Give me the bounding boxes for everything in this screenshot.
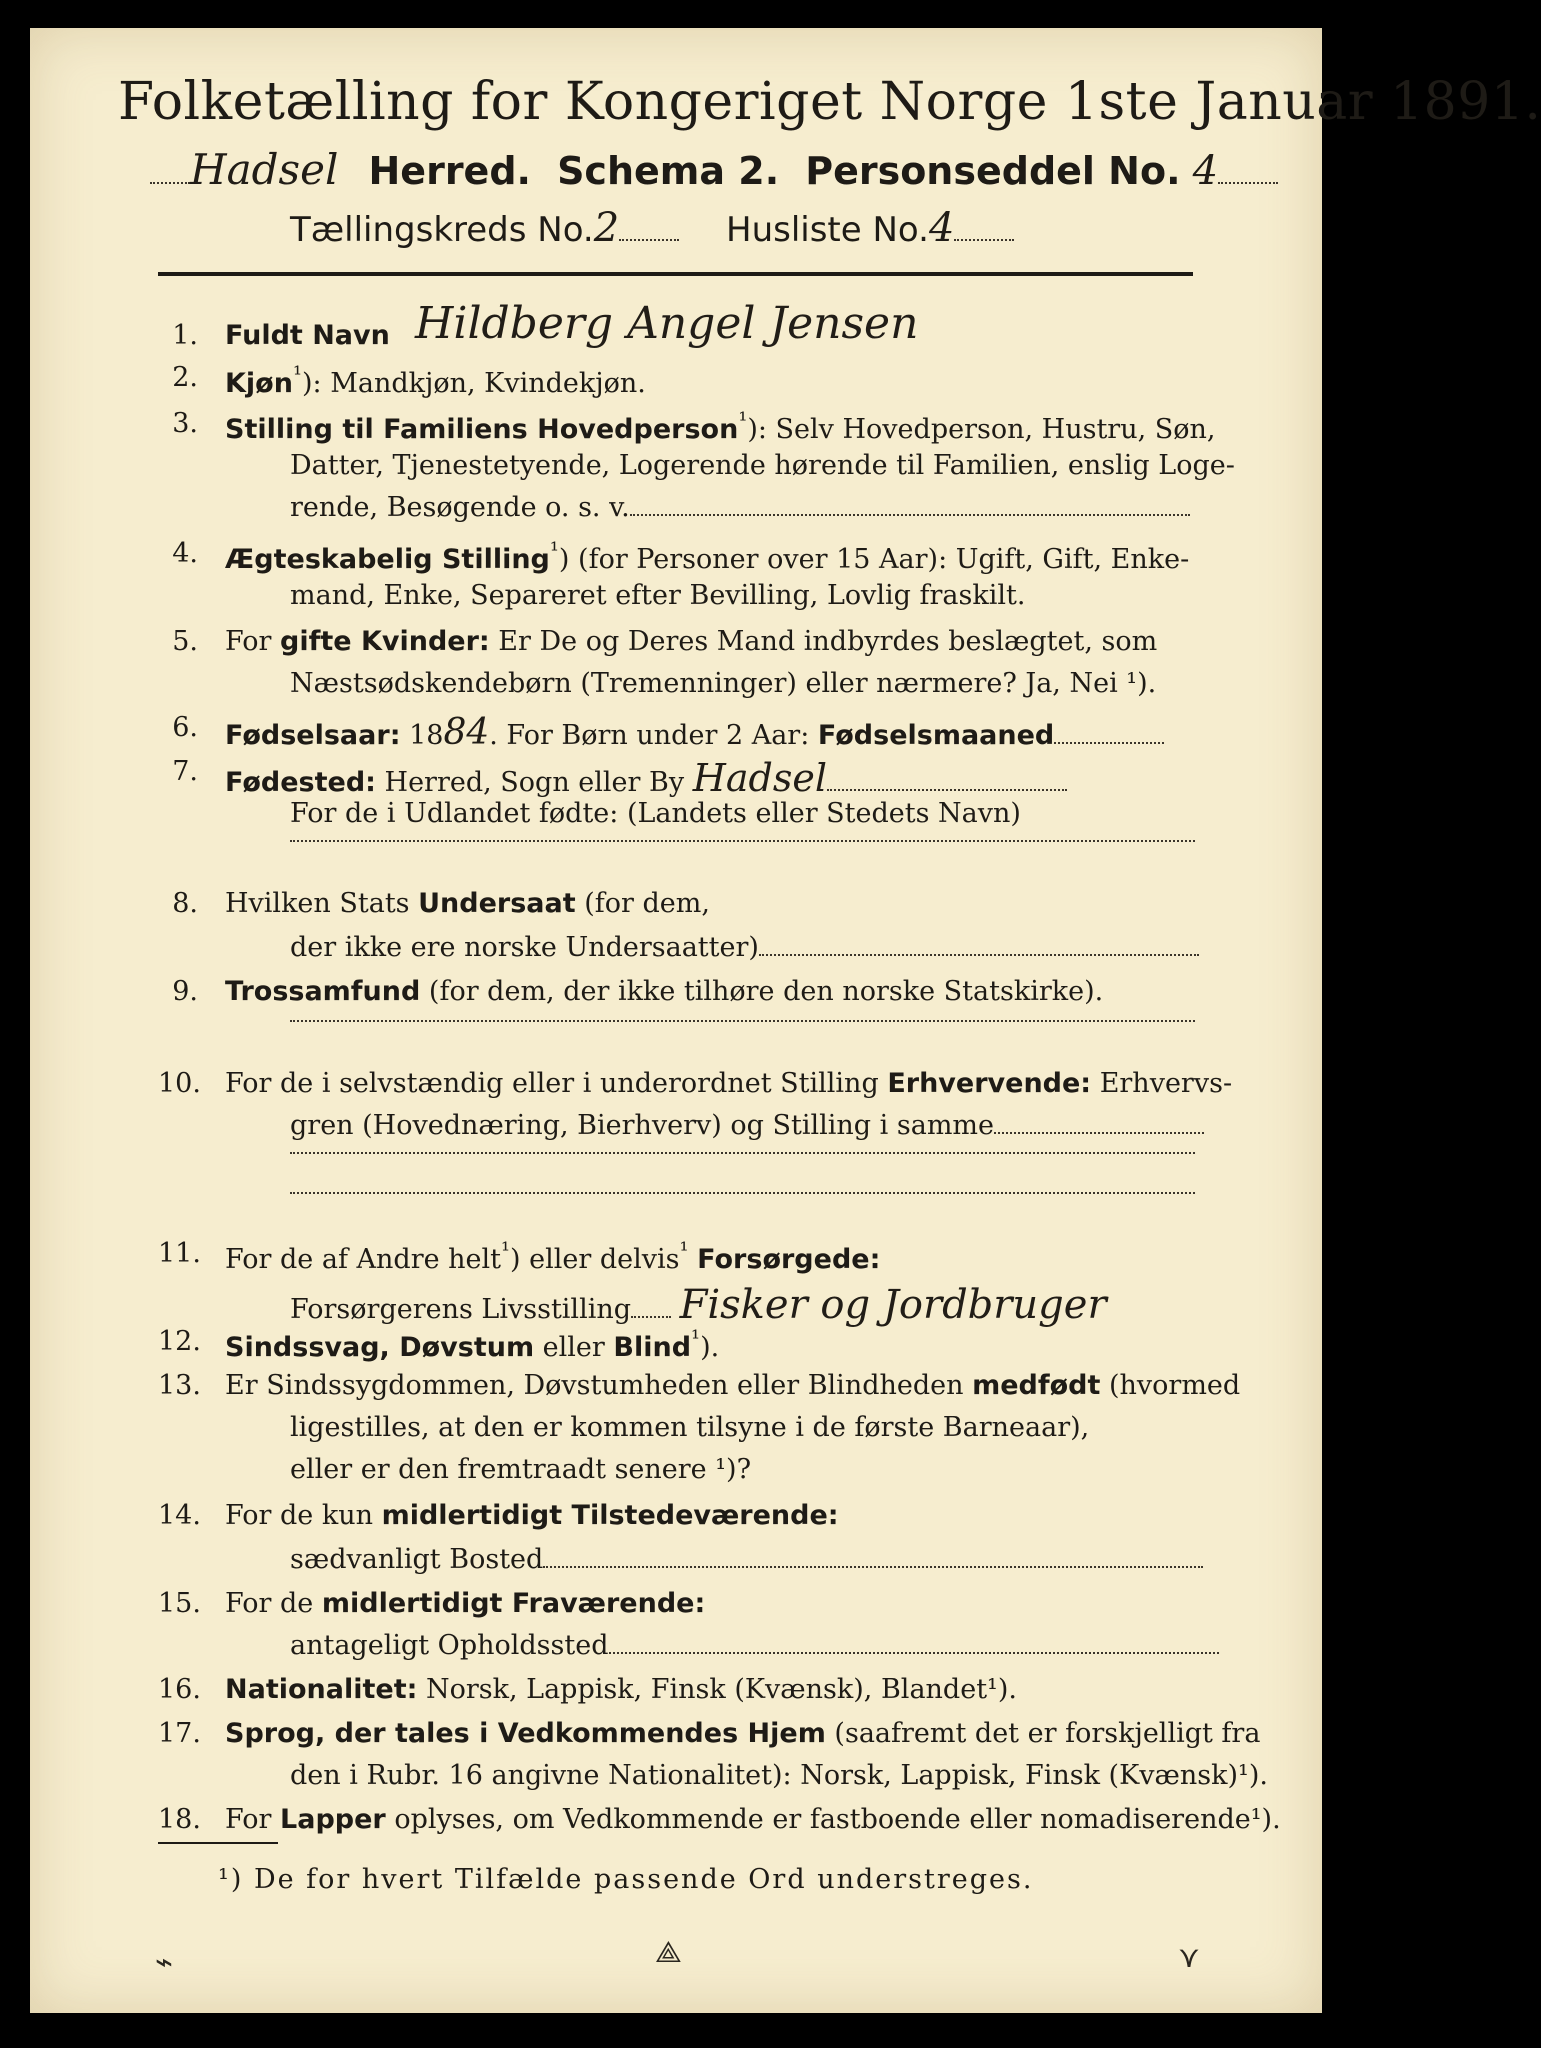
item-label: Nationalitet: xyxy=(225,1674,418,1705)
item-number: 11. xyxy=(158,1238,201,1269)
item-label: Erhvervende: xyxy=(887,1068,1092,1099)
item-label: Kjøn xyxy=(225,368,293,399)
kreds-label: Tællingskreds No. xyxy=(290,210,594,250)
item-number: 16. xyxy=(158,1674,201,1705)
item-text: ) (for Personer over 15 Aar): Ugift, Gift, Enke- xyxy=(558,544,1190,575)
item-text-line3: rende, Besøgende o. s. v. xyxy=(290,492,630,523)
item-text-line2: antageligt Opholdssted xyxy=(290,1630,609,1661)
item-text: Er De og Deres Mand indbyrdes beslægtet, som xyxy=(489,626,1158,657)
personseddel-value: 4 xyxy=(1192,148,1219,194)
item-text-line2: Datter, Tjenestetyende, Logerende hørende til Familien, enslig Loge- xyxy=(290,450,1235,481)
item-number: 10. xyxy=(158,1068,201,1099)
item-number: 18. xyxy=(158,1804,201,1835)
husliste-label: Husliste No. xyxy=(726,210,929,250)
item-label: gifte Kvinder: xyxy=(280,626,490,657)
personseddel-dots xyxy=(1218,182,1278,184)
footnote-ref: ¹ xyxy=(292,362,302,388)
item-label: midlertidigt Tilstedeværende: xyxy=(381,1500,839,1531)
corner-mark-icon: ⌁ xyxy=(155,1945,174,1980)
corner-mark-icon: ⋎ xyxy=(1178,1940,1200,1975)
form-title: Folketælling for Kongeriget Norge 1ste Januar 1891. xyxy=(118,72,1541,132)
birthplace-value: Hadsel xyxy=(692,756,827,800)
kreds-value: 2 xyxy=(593,205,620,251)
item-label: Fødselsaar: xyxy=(225,720,401,751)
herred-line xyxy=(150,145,1278,194)
item-label: Undersaat xyxy=(418,888,576,919)
item-label: Lapper xyxy=(280,1804,386,1835)
item-label: Forsørgede: xyxy=(697,1244,881,1275)
husliste-value: 4 xyxy=(928,205,955,251)
item-number: 6. xyxy=(172,712,198,743)
schema-label: Schema 2. xyxy=(557,149,780,193)
header-rule xyxy=(158,272,1193,276)
item-number: 13. xyxy=(158,1370,201,1401)
item-text-line3: eller er den fremtraadt senere ¹)? xyxy=(290,1454,752,1485)
herred-dots xyxy=(150,182,190,184)
item-label: medfødt xyxy=(972,1370,1101,1401)
item-label: Fødselsmaaned xyxy=(817,720,1055,751)
item-number: 9. xyxy=(172,976,198,1007)
herred-label: Herred. xyxy=(368,149,531,193)
item-number: 8. xyxy=(172,888,198,919)
item-text-line2: Næstsødskendebørn (Tremenninger) eller nærmere? Ja, Nei ¹). xyxy=(290,668,1157,699)
item-text: ): Selv Hovedperson, Hustru, Søn, xyxy=(747,414,1216,445)
footnote-ref: ¹ xyxy=(549,538,559,564)
footnote: ¹) De for hvert Tilfælde passende Ord understreges. xyxy=(218,1864,1034,1895)
personseddel-label: Personseddel No. xyxy=(805,149,1181,193)
item-text-line2: der ikke ere norske Undersaatter) xyxy=(290,932,759,963)
husliste-dots xyxy=(954,239,1014,241)
item-text-line2: den i Rubr. 16 angivne Nationalitet): Norsk, Lappisk, Finsk (Kvænsk)¹). xyxy=(290,1760,1268,1791)
item-number: 7. xyxy=(172,756,198,787)
item-label: Sindssvag, Døvstum xyxy=(225,1332,535,1363)
item-label: Stilling til Familiens Hovedperson xyxy=(225,414,739,445)
item-label: Sprog, der tales i Vedkommendes Hjem xyxy=(225,1718,826,1749)
item-number: 3. xyxy=(172,408,198,439)
item-number: 2. xyxy=(172,362,198,393)
full-name-value: Hildberg Angel Jensen xyxy=(415,298,919,349)
item-text: ): Mandkjøn, Kvindekjøn. xyxy=(301,368,646,399)
item-text-line2: mand, Enke, Separeret efter Bevilling, Lovlig fraskilt. xyxy=(290,580,1026,611)
item-number: 17. xyxy=(158,1718,201,1749)
birth-year-value: 84 xyxy=(443,712,490,753)
item-number: 14. xyxy=(158,1500,201,1531)
item-label: Trossamfund xyxy=(225,976,421,1007)
item-text-line2: sædvanligt Bosted xyxy=(290,1544,544,1575)
footnote-rule xyxy=(158,1842,278,1844)
item-number: 12. xyxy=(158,1326,201,1357)
item-text-line2: For de i Udlandet fødte: (Landets eller Stedets Navn) xyxy=(290,798,1021,829)
item-number: 1. xyxy=(172,320,198,351)
kreds-line xyxy=(290,205,1014,251)
footnote-ref: ¹ xyxy=(738,408,748,434)
item-label: midlertidigt Fraværende: xyxy=(321,1588,706,1619)
item-label: Fuldt Navn xyxy=(225,320,390,351)
item-number: 4. xyxy=(172,538,198,569)
corner-mark-icon: ⟁ xyxy=(655,1935,682,1970)
provider-occupation-value: Fisker og Jordbruger xyxy=(679,1282,1107,1328)
item-label: Fødested: xyxy=(225,767,376,798)
kreds-dots xyxy=(619,239,679,241)
item-number: 15. xyxy=(158,1588,201,1619)
item-text-line2: Forsørgerens Livsstilling xyxy=(290,1294,632,1325)
item-label: Ægteskabelig Stilling xyxy=(225,544,550,575)
item-text-line2: gren (Hovednæring, Bierhverv) og Stilling i samme xyxy=(290,1110,995,1141)
herred-value: Hadsel xyxy=(190,145,339,194)
item-text-line2: ligestilles, at den er kommen tilsyne i de første Barneaar), xyxy=(290,1412,1090,1443)
item-number: 5. xyxy=(172,626,198,657)
